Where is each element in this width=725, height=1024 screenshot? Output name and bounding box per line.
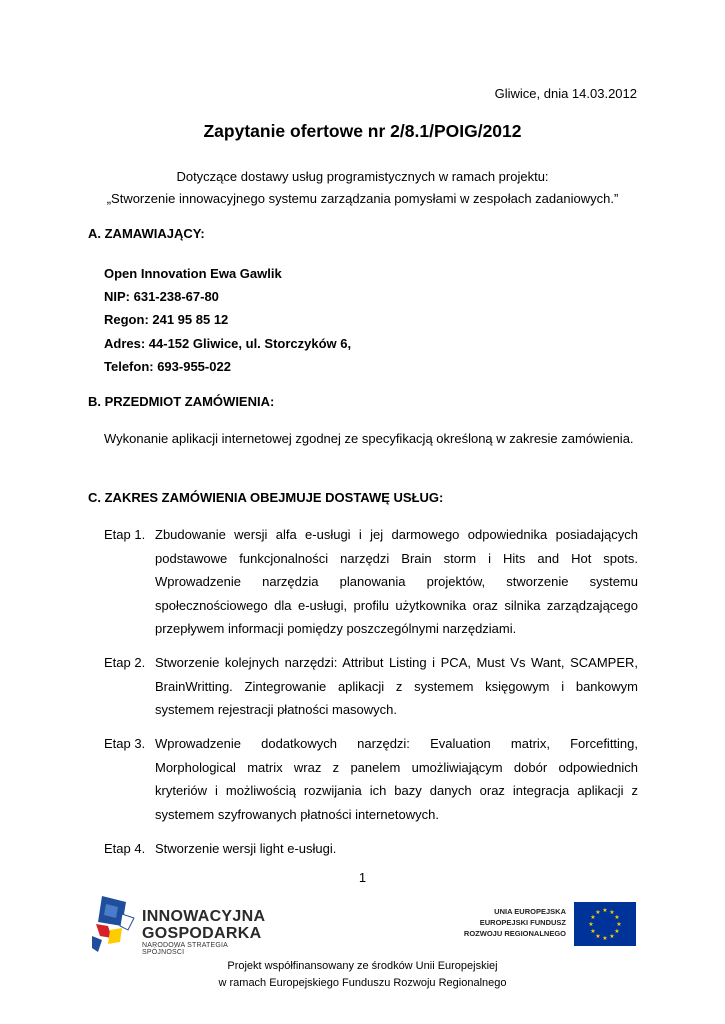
stage-text: Stworzenie kolejnych narzędzi: Attribut Listing i PCA, Must Vs Want, SCAMPER, BrainWritting. Zintegrowanie aplikacji z systemem księgowym i bankowym systemem rejestracji płatności masowych. bbox=[155, 655, 638, 717]
stage-text: Stworzenie wersji light e-usługi. bbox=[155, 841, 337, 856]
svg-text:★: ★ bbox=[602, 935, 608, 942]
stage-2 bbox=[104, 651, 638, 722]
svg-text:★: ★ bbox=[602, 907, 608, 914]
intro-line-1: Dotyczące dostawy usług programistycznych w ramach projektu: bbox=[176, 169, 549, 184]
orderer-regon: Regon: 241 95 85 12 bbox=[104, 312, 229, 328]
svg-text:★: ★ bbox=[590, 928, 596, 935]
eu-logo-line-2: EUROPEJSKI FUNDUSZ bbox=[479, 918, 566, 927]
stage-label: Etap 2. bbox=[104, 655, 146, 670]
intro-line-2: „Stworzenie innowacyjnego systemu zarządzania pomysłami w zespołach zadaniowych.” bbox=[106, 191, 619, 206]
orderer-nip: NIP: 631-238-67-80 bbox=[104, 289, 219, 305]
svg-text:★: ★ bbox=[614, 914, 620, 921]
stage-text: Wprowadzenie dodatkowych narzędzi: Evaluation matrix, Forcefitting, Morphological matrix wraz z panelem umożliwiającym dobór odpowiednich kryteriów i możliwością rozwijania ich bazy danych oraz integracja aplikacji z systemem szyfrowanych płatności internetowych. bbox=[155, 736, 638, 822]
svg-text:★: ★ bbox=[590, 914, 596, 921]
document-date: Gliwice, dnia 14.03.2012 bbox=[494, 86, 637, 101]
stage-text: Zbudowanie wersji alfa e-usługi i jej darmowego odpowiednika posiadających podstawowe funkcjonalności narzędzi Brain storm i Hits and Hot spots. Wprowadzenie narzędzia planowania projektów, stworzenie systemu społecznościowego dla e-usługi, profilu użytkownika oraz silnika zarządzającego przepływem informacji pomiędzy poszczególnymi narzędziami. bbox=[155, 527, 638, 636]
stage-3 bbox=[104, 732, 638, 826]
orderer-name: Open Innovation Ewa Gawlik bbox=[104, 266, 282, 281]
svg-text:★: ★ bbox=[609, 909, 615, 916]
footer-line-1: Projekt współfinansowany ze środków Unii Europejskiej bbox=[227, 960, 498, 972]
orderer-address: Adres: 44-152 Gliwice, ul. Storczyków 6, bbox=[104, 335, 352, 351]
svg-text:★: ★ bbox=[616, 921, 622, 928]
page-number: 1 bbox=[358, 870, 367, 885]
intro-block bbox=[0, 166, 725, 210]
section-b-heading: B. PRZEDMIOT ZAMÓWIENIA: bbox=[88, 394, 275, 409]
orderer-phone: Telefon: 693-955-022 bbox=[104, 358, 231, 374]
svg-text:★: ★ bbox=[595, 909, 601, 916]
eu-flag-icon bbox=[574, 902, 636, 946]
stage-label: Etap 4. bbox=[104, 841, 146, 856]
document-title: Zapytanie ofertowe nr 2/8.1/POIG/2012 bbox=[203, 121, 522, 141]
eu-logo-text bbox=[464, 906, 566, 939]
eu-logo-line-3: ROZWOJU REGIONALNEGO bbox=[463, 929, 566, 938]
section-a-heading: A. ZAMAWIAJĄCY: bbox=[88, 226, 205, 241]
svg-text:★: ★ bbox=[588, 921, 594, 928]
stage-label: Etap 3. bbox=[104, 736, 146, 751]
eu-logo-line-1: UNIA EUROPEJSKA bbox=[494, 907, 566, 916]
stage-1 bbox=[104, 523, 638, 641]
eu-regional-fund-logo bbox=[440, 900, 640, 948]
stage-4 bbox=[104, 837, 638, 861]
stage-label: Etap 1. bbox=[104, 527, 146, 542]
svg-text:★: ★ bbox=[614, 928, 620, 935]
section-b-text: Wykonanie aplikacji internetowej zgodnej ze specyfikacją określoną w zakresie zamówienia. bbox=[104, 431, 634, 446]
ig-logo-line-3: NARODOWA STRATEGIA SPÓJNOŚCI bbox=[142, 942, 228, 956]
footer-line-2: w ramach Europejskiego Funduszu Rozwoju Regionalnego bbox=[218, 977, 507, 989]
innowacyjna-gospodarka-logo bbox=[92, 894, 272, 954]
orderer-info bbox=[104, 262, 351, 378]
section-c-heading: C. ZAKRES ZAMÓWIENIA OBEJMUJE DOSTAWĘ USŁUG: bbox=[88, 490, 444, 505]
svg-text:★: ★ bbox=[595, 933, 601, 940]
page-footer bbox=[0, 958, 725, 992]
ig-logo-line-1: INNOWACYJNA bbox=[142, 908, 266, 925]
ig-emblem-icon bbox=[92, 896, 138, 952]
svg-text:★: ★ bbox=[609, 933, 615, 940]
ig-logo-line-2: GOSPODARKA bbox=[142, 925, 262, 942]
